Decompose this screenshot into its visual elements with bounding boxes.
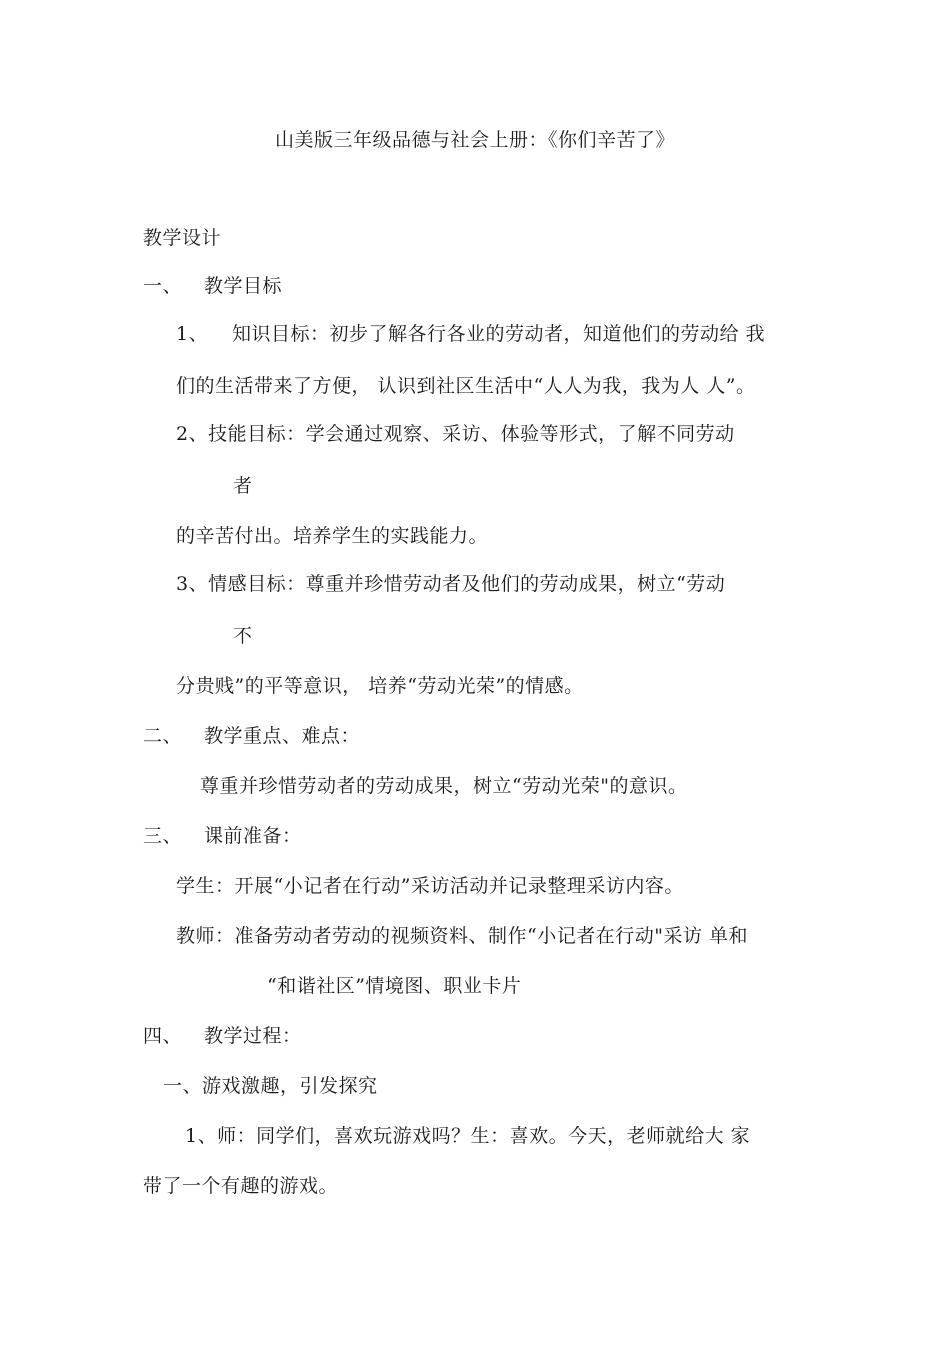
section-3-title: 课前准备： — [204, 825, 302, 847]
teacher-preparation-line-1: 教师：准备劳动者劳动的视频资料、制作“小记者在行动"采访 单和 — [176, 925, 748, 947]
goal-2-line-3: 的辛苦付出。培养学生的实践能力。 — [176, 525, 489, 547]
goal-3-line-1: 3、情感目标：尊重并珍惜劳动者及他们的劳动成果，树立“劳动 — [176, 573, 726, 595]
section-4-heading — [143, 1024, 302, 1048]
goal-1-number: 1、 — [176, 323, 209, 345]
section-2-number: 二、 — [143, 725, 183, 747]
section-4-title: 教学过程： — [204, 1025, 302, 1047]
document-title: 山美版三年级品德与社会上册：《你们辛苦了》 — [274, 129, 675, 151]
goal-1-text: 知识目标：初步了解各行各业的劳动者，知道他们的劳动给 我 — [232, 323, 766, 345]
student-preparation: 学生：开展“小记者在行动”采访活动并记录整理采访内容。 — [176, 875, 684, 897]
section-4-number: 四、 — [143, 1025, 183, 1047]
goal-3-line-3: 分贵贱”的平等意识， 培养“劳动光荣”的情感。 — [176, 675, 584, 697]
process-paragraph-line-1: 1、师：同学们，喜欢玩游戏吗？生：喜欢。今天，老师就给大 家 — [185, 1125, 751, 1147]
goal-1-line-1 — [176, 322, 765, 346]
section-3-heading — [143, 824, 302, 848]
section-1-number: 一、 — [143, 275, 183, 297]
goal-3-line-2: 不 — [233, 625, 253, 647]
goal-2-line-1: 2、技能目标：学会通过观察、采访、体验等形式，了解不同劳动 — [176, 423, 735, 445]
section-2-content: 尊重并珍惜劳动者的劳动成果，树立“劳动光荣"的意识。 — [200, 775, 688, 797]
document-heading: 教学设计 — [143, 227, 222, 249]
process-subheading: 一、游戏激趣，引发探究 — [163, 1075, 378, 1097]
goal-1-line-2: 们的生活带来了方便， 认识到社区生活中“人人为我，我为人 人”。 — [176, 375, 756, 397]
section-1-heading — [143, 274, 282, 298]
teacher-preparation-line-2: “和谐社区”情境图、职业卡片 — [267, 975, 522, 997]
goal-2-line-2: 者 — [233, 475, 253, 497]
section-2-heading — [143, 724, 360, 748]
section-3-number: 三、 — [143, 825, 183, 847]
section-1-title: 教学目标 — [204, 275, 283, 297]
section-2-title: 教学重点、难点： — [204, 725, 361, 747]
process-paragraph-line-2: 带了一个有趣的游戏。 — [143, 1175, 339, 1197]
